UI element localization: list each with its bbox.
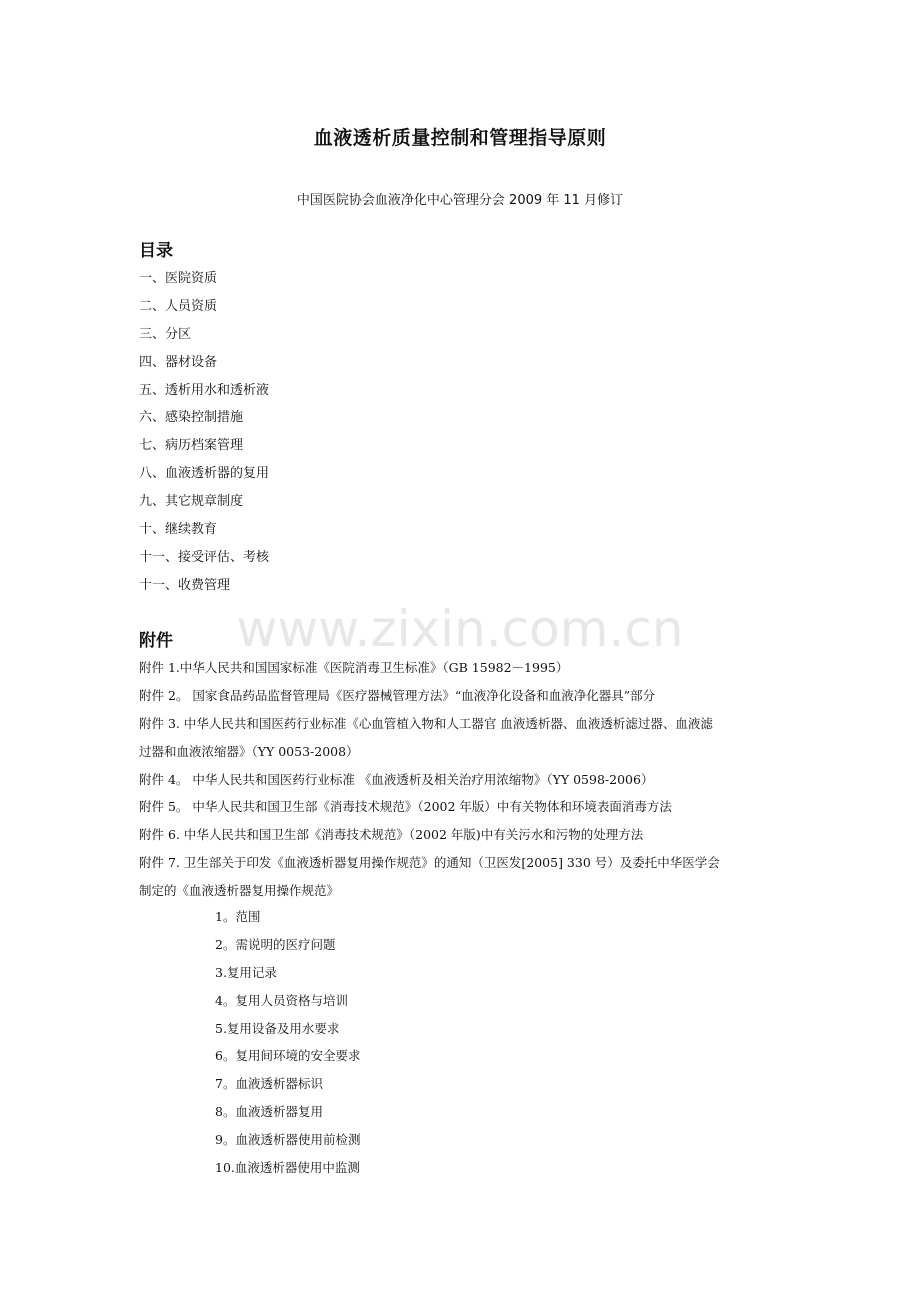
appendix-subitem: 1。范围 (215, 909, 261, 924)
toc-item: 九、其它规章制度 (139, 494, 244, 510)
toc-item: 六、感染控制措施 (139, 410, 244, 426)
document-subtitle: 中国医院协会血液净化中心管理分会 2009 年 11 月修订 (296, 193, 624, 208)
toc-item: 五、透析用水和透析液 (139, 382, 270, 398)
toc-item: 八、血液透析器的复用 (139, 466, 270, 482)
toc-item: 二、人员资质 (139, 298, 218, 314)
appendix-list (139, 654, 789, 905)
appendix-subitem: 7。血液透析器标识 (215, 1076, 323, 1092)
toc-list (139, 265, 269, 600)
appendix-line: 附件 6. 中华人民共和国卫生部《消毒技术规范》（2002 年版)中有关污水和污物的处理方法 (139, 827, 644, 843)
appendix-line: 附件 2。 国家食品药品监督管理局《医疗器械管理方法》“血液净化设备和血液净化器具”部分 (139, 687, 656, 703)
toc-item: 七、病历档案管理 (139, 438, 244, 454)
appendix-subitem: 10.血液透析器使用中监测 (215, 1160, 360, 1176)
toc-item: 十一、接受评估、考核 (139, 549, 270, 565)
watermark: www.zixin.com.cn (236, 600, 684, 658)
document-title: 血液透析质量控制和管理指导原则 (313, 127, 607, 149)
toc-item: 十一、收费管理 (139, 577, 231, 593)
appendix-subitem: 6。复用间环境的安全要求 (215, 1048, 361, 1064)
appendix-subitem: 8。血液透析器复用 (215, 1104, 323, 1120)
toc-item: 三、分区 (139, 326, 192, 342)
appendix-subitem: 2。需说明的医疗问题 (215, 936, 336, 952)
appendix-line: 过器和血液浓缩器》（YY 0053-2008） (139, 743, 359, 759)
toc-item: 一、医院资质 (139, 271, 218, 286)
appendix-subitem: 5.复用设备及用水要求 (215, 1020, 340, 1036)
appendix-subitem: 4。复用人员资格与培训 (215, 992, 348, 1008)
appendix-subitem: 3.复用记录 (215, 964, 277, 980)
appendix-line: 附件 5。 中华人民共和国卫生部《消毒技术规范》（2002 年版）中有关物体和环境表面消毒方法 (139, 799, 672, 815)
appendix-sublist (215, 903, 360, 1182)
appendix-line: 附件 7. 卫生部关于印发《血液透析器复用操作规范》的通知（卫医发[2005] 330 号）及委托中华医学会 (139, 855, 720, 871)
toc-item: 十、继续教育 (139, 522, 218, 538)
appendix-line: 制定的《血液透析器复用操作规范》 (139, 883, 340, 899)
toc-heading: 目录 (139, 241, 173, 261)
toc-item: 四、器材设备 (139, 354, 218, 370)
appendix-line: 附件 4。 中华人民共和国医药行业标准 《血液透析及相关治疗用浓缩物》（YY 0598-2006） (139, 771, 654, 787)
appendix-line: 附件 3. 中华人民共和国医药行业标准《心血管植入物和人工器官 血液透析器、血液透析滤过器、血液滤 (139, 715, 713, 731)
appendix-line: 附件 1.中华人民共和国国家标准《医院消毒卫生标准》（GB 15982－1995） (139, 660, 569, 675)
appendix-heading: 附件 (139, 631, 173, 651)
appendix-subitem: 9。血液透析器使用前检测 (215, 1132, 361, 1148)
